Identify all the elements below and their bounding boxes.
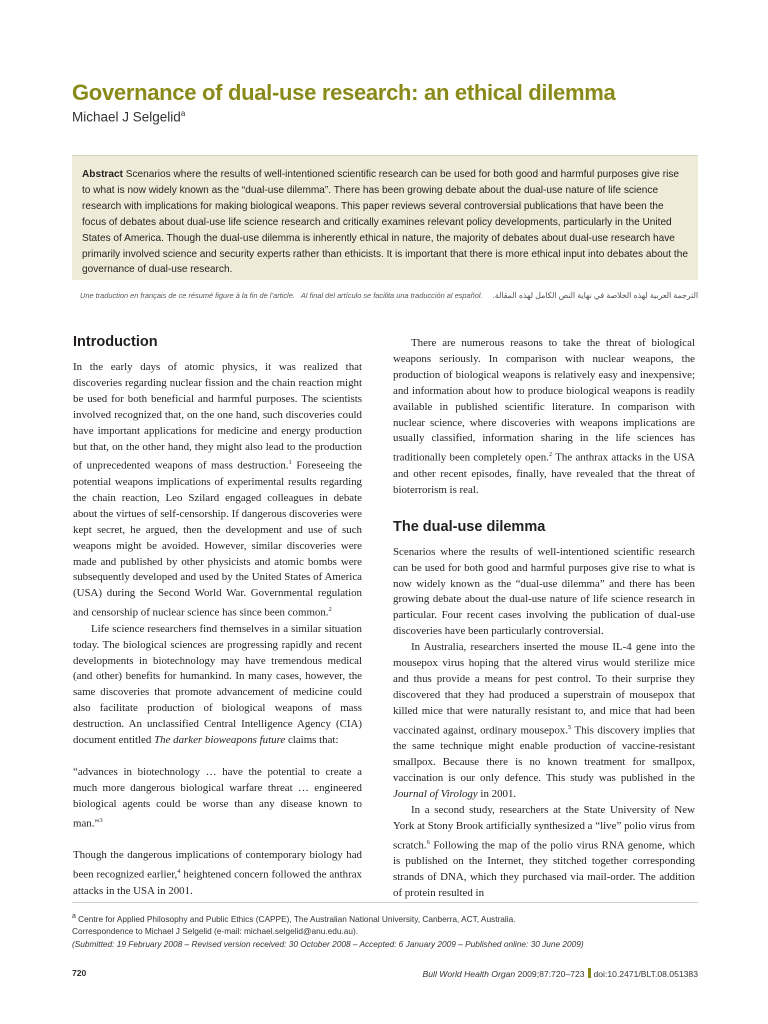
dual-use-paragraph-1: Scenarios where the results of well-intentioned scientific research can be used for both good and harmful purposes give rise to what is now widely known as the “dual-use dilemma” and there has been growing debate about the dual-use nature of life science research in particular. Four recent cases involving the publication of dual-use discoveries have been particularly controversial. xyxy=(393,545,695,638)
abstract-box xyxy=(72,155,698,280)
citation-line xyxy=(423,968,698,979)
quote-text: “advances in biotechnology … have the potential to create a much more dangerous biological warfare threat … engineered biological agents could be worse than any disease known to man.” xyxy=(73,766,362,830)
dual-use-paragraph-2 xyxy=(393,640,695,803)
intro-paragraph-1 xyxy=(73,360,362,622)
arabic-translation-note: الترجمة العربية لهذه الخلاصة في نهاية النص الكامل لهذه المقالة. xyxy=(492,291,698,300)
citation-volume: 2009;87:720–723 xyxy=(515,969,585,979)
affiliation-note xyxy=(72,911,698,925)
right-p1b-text: The anthrax attacks in the USA and other recent episodes, finally, have revealed that the threat of bioterrorism is real. xyxy=(393,451,696,496)
author-line xyxy=(72,109,185,125)
reference-mark: 1 xyxy=(288,459,292,467)
french-translation-note: Une traduction en français de ce résumé figure à la fin de l’article. xyxy=(80,291,295,300)
journal-name: Journal of Virology xyxy=(393,787,478,800)
dual-use-paragraph-3 xyxy=(393,803,695,902)
introduction-heading: Introduction xyxy=(73,334,158,350)
left-column xyxy=(73,332,362,900)
intro-paragraph-4 xyxy=(393,336,695,499)
right-p3c-text: in 2001. xyxy=(477,787,517,800)
translation-notes xyxy=(80,291,698,300)
article-title: Governance of dual-use research: an ethical dilemma xyxy=(72,80,616,105)
abstract-text: Scenarios where the results of well-intentioned scientific research can be used for both good and harmful purposes give rise to what is now widely known as the “dual-use dilemma”. There has been growing debate about the dual-use nature of life science research with implications for making biological weapons. This paper reviews several controversial publications that have been the focus of debates about dual-use life science research and critically examines relevant policy developments, particularly in the United States of America. Though the dual-use dilemma is inherently ethical in nature, the majority of debates about dual-use research have primarily involved science and security experts rather than ethicists. It is important that there is more ethical input into debates about the governance of dual-use research. xyxy=(82,169,688,276)
intro-p2a-text: Life science researchers find themselves in a similar situation today. The biological sciences are progressing rapidly and recent developments in biotechnology may have tremendous medical (and other) benefits for humankind. In many cases, however, the same discoveries that promote advancement of medicine could also facilitate production of biological weapons of mass destruction. An unclassified Central Intelligence Agency (CIA) document entitled xyxy=(73,622,362,747)
affiliation-text: Centre for Applied Philosophy and Public Ethics (CAPPE), The Australian National University, Canberra, ACT, Australia. xyxy=(78,913,516,924)
right-p1a-text: There are numerous reasons to take the threat of biological weapons seriously. In comparison with nuclear weapons, the production of biological weapons is relatively easy and inexpensive; and information about how to produce biological weapons is readily available in published scientific literature. In comparison with nuclear science, where discoveries with weapons implications are usually classified, information sharing in the life sciences has traditionally been completely open. xyxy=(393,337,695,464)
right-p3a-text: In Australia, researchers inserted the mouse IL-4 gene into the mousepox virus hoping that the altered virus would sterilize mice and thus provide a means for pest control. To their surprise they discovered that they had produced a superstrain of mousepox that killed mice that were naturally resistant to, and mice that had been vaccinated against, ordinary mousepox. xyxy=(393,641,695,737)
page-number: 720 xyxy=(72,968,87,978)
submission-dates: (Submitted: 19 February 2008 – Revised version received: 30 October 2008 – Accepted: 6 January 2009 – Published online: 30 June 2009) xyxy=(72,938,584,949)
reference-mark: 6 xyxy=(426,838,430,846)
right-column xyxy=(393,336,695,902)
intro-p2b-text: claims that: xyxy=(285,734,339,747)
footnotes xyxy=(72,911,698,950)
doi-link[interactable]: doi:10.2471/BLT.08.051383 xyxy=(593,969,698,979)
intro-p3b-text: heightened concern followed the anthrax attacks in the USA in 2001. xyxy=(73,868,362,897)
intro-paragraph-3 xyxy=(73,848,362,899)
footnote-divider xyxy=(72,902,698,903)
abstract-label: Abstract xyxy=(82,169,123,180)
reference-mark: 2 xyxy=(548,451,553,459)
correspondence-note: Correspondence to Michael J Selgelid (e-mail: michael.selgelid@anu.edu.au). xyxy=(72,926,359,937)
intro-paragraph-2 xyxy=(73,622,362,749)
reference-mark: 2 xyxy=(328,606,332,614)
author-affil-mark: a xyxy=(180,109,186,118)
dual-use-heading: The dual-use dilemma xyxy=(393,518,546,535)
reference-mark: 3 xyxy=(99,816,103,824)
journal-abbrev: Bull World Health Organ xyxy=(422,969,516,979)
reference-mark: 5 xyxy=(567,723,572,731)
intro-p3a-text: Though the dangerous implications of contemporary biology had been recognized earlier, xyxy=(73,849,362,881)
document-title: The darker bioweapons future xyxy=(154,734,286,747)
right-p3b-text: This discovery implies that the same technique might enable production of vaccine-resistant smallpox. Because there is no known treatment for smallpox, vaccination is our only defence. This study was published in the xyxy=(393,724,696,784)
cia-quote xyxy=(73,765,362,832)
right-p4a-text: In a second study, researchers at the State University of New York at Stony Brook artificially synthesized a “live” polio virus from scratch. xyxy=(393,803,695,852)
divider-bar xyxy=(588,968,591,978)
reference-mark: 4 xyxy=(177,868,181,876)
affiliation-mark: a xyxy=(72,913,76,920)
spanish-translation-note: Al final del artículo se facilita una traducción al español. xyxy=(300,291,483,300)
author-name: Michael J Selgelid xyxy=(72,109,181,125)
right-p4b-text: Following the map of the polio virus RNA genome, which is published on the Internet, they stitched together corresponding strands of DNA, which they purchased via mail-order. The addition of protein resulted in xyxy=(393,839,695,899)
intro-p1-text: In the early days of atomic physics, it was realized that discoveries regarding nuclear fission and the chain reaction might be used for both beneficial and harmful purposes. The scientists involved recognized that, on the one hand, such discoveries could have important applications for medicine and energy production but that, on the other hand, they might also lead to the production of unprecedented weapons of mass destruction. xyxy=(73,361,362,473)
intro-p1b-text: Foreseeing the potential weapons implications of experimental results regarding the chain reaction, Leo Szilard engaged colleagues in debate about the virtues of self-censorship. If dangerous discoveries were kept secret, he argued, then the development and use of such weapons might be avoided. However, similar discoveries were made and published by other physicists and atomic bombs were subsequently developed and used by the United States of America (USA) during the Second World War. Governmental regulation and censorship of nuclear science has since been common. xyxy=(73,460,362,619)
